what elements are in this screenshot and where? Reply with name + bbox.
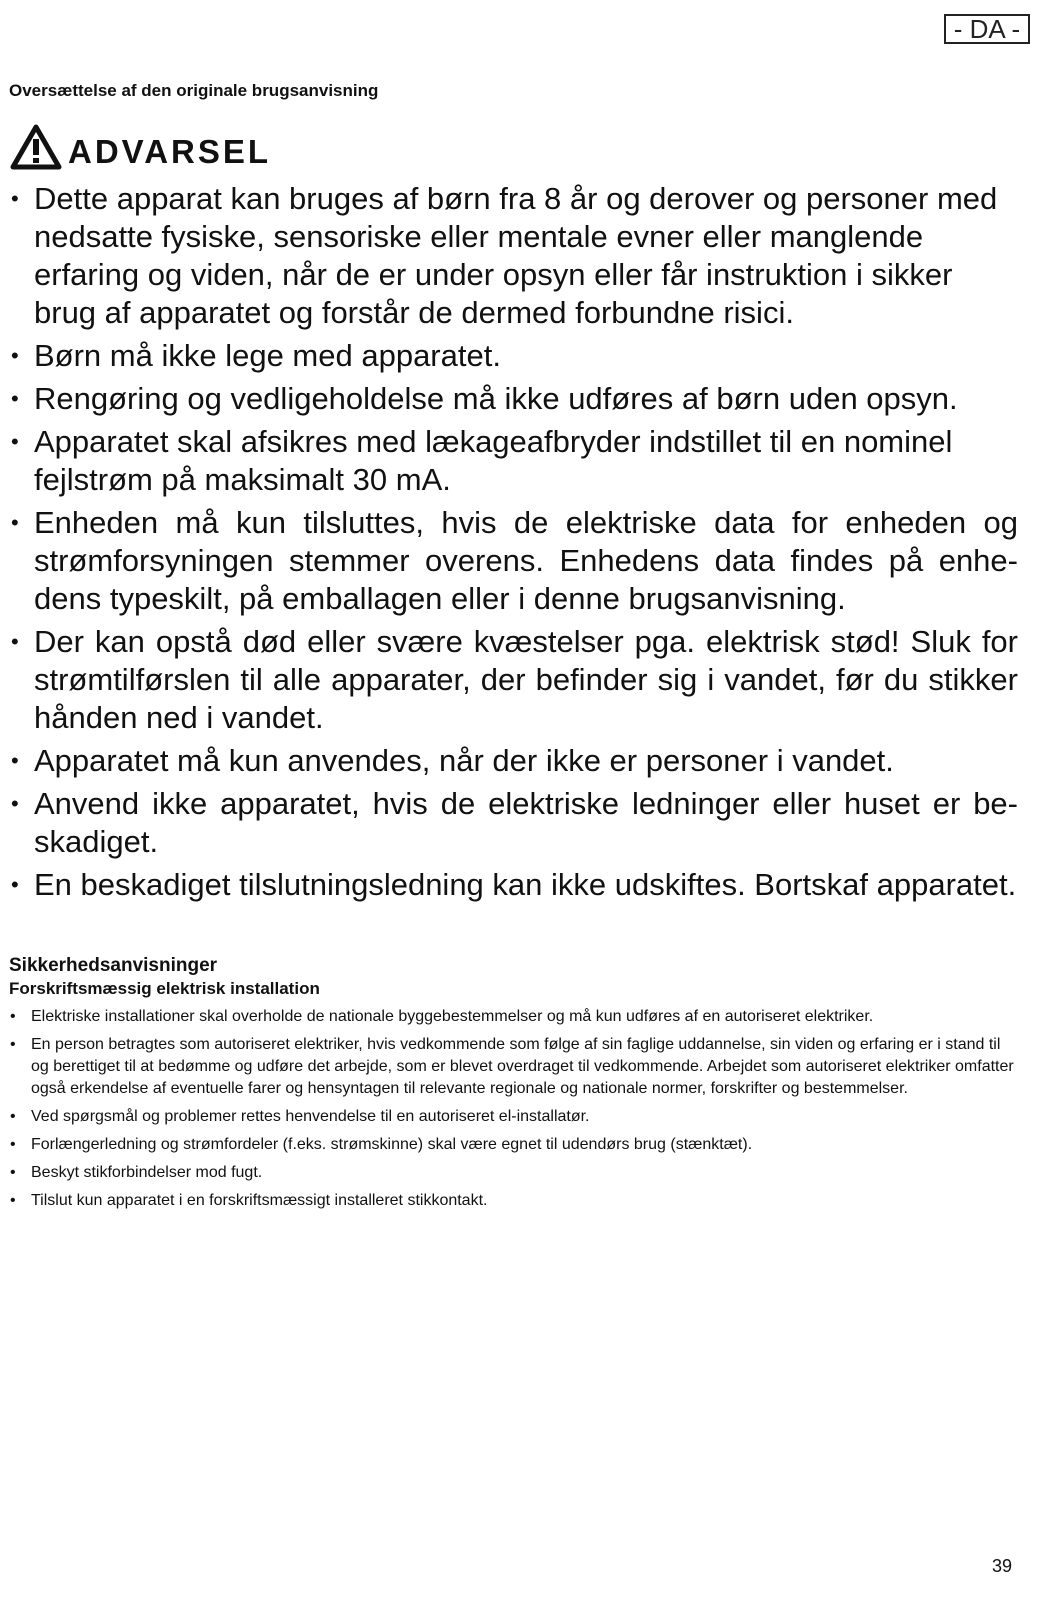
safety-title: Sikkerhedsanvisninger	[9, 955, 218, 976]
warning-item: • Rengøring og vedligeholdelse må ikke udføres af børn uden opsyn.	[11, 381, 958, 416]
warning-triangle-icon	[10, 124, 62, 170]
warning-item: • Apparatet må kun anvendes, når der ikke er personer i vandet.	[11, 743, 894, 778]
safety-item: • En person betragtes som autoriseret elektriker, hvis vedkommende som følge af sin faglige uddannelse, sin viden og erfaring er i stand til og berettiget til at bedømme og udføre det arbejde, som er blevet overdraget til vedkommende. Arbejdet som autoriseret elektriker omfatter også erkendelse af eventuelle farer og hensyntagen til relevante regionale og nationale normer, forskrifter og bestemmelser.	[10, 1036, 1014, 1097]
warning-item: • Børn må ikke lege med apparatet.	[11, 338, 501, 373]
warning-heading	[10, 124, 271, 170]
document-subtitle: Oversættelse af den originale brugsanvisning	[9, 81, 379, 100]
warning-title: ADVARSEL	[68, 133, 272, 170]
warning-list	[8, 180, 1018, 909]
language-tag: - DA -	[944, 14, 1030, 44]
warning-item: • Apparatet skal afsikres med lækageafbryder indstillet til en nominel fejlstrøm på maksimalt 30 mA.	[11, 424, 953, 497]
warning-item: • En beskadiget tilslutningsledning kan ikke udskiftes. Bortskaf apparatet.	[11, 867, 1017, 902]
safety-section	[9, 954, 1019, 1218]
safety-item: • Forlængerledning og strømfordeler (f.eks. strømskinne) skal være egnet til udendørs brug (stænktæt).	[10, 1136, 753, 1153]
safety-item: • Ved spørgsmål og problemer rettes henvendelse til en autoriseret el-installatør.	[10, 1108, 590, 1125]
warning-item: • Anvend ikke apparatet, hvis de elektriske ledninger eller huset er beskadiget.	[11, 786, 1018, 859]
safety-list	[9, 1006, 1019, 1212]
safety-item: • Elektriske installationer skal overholde de nationale byggebestemmelser og må kun udføres af en autoriseret elektriker.	[10, 1008, 874, 1025]
warning-item: • Enheden må kun tilsluttes, hvis de elektriske data for enheden og strømforsyningen stemmer overens. Enhedens data findes på enhedens typeskilt, på emballagen eller i denne brugsanvisning.	[11, 505, 1018, 616]
warning-item: • Dette apparat kan bruges af børn fra 8 år og derover og personer med nedsatte fysiske, sensoriske eller mentale evner eller manglende erfaring og viden, når de er under opsyn eller får instruktion i sikker brug af apparatet og forstår de dermed forbundne risici.	[11, 181, 998, 330]
warning-item: • Der kan opstå død eller svære kvæstelser pga. elektrisk stød! Sluk for strømtilførslen til alle apparater, der befinder sig i vandet, før du stikker hånden ned i vandet.	[11, 624, 1018, 735]
safety-item: • Tilslut kun apparatet i en forskriftsmæssigt installeret stikkontakt.	[10, 1192, 488, 1209]
safety-item: • Beskyt stikforbindelser mod fugt.	[10, 1164, 263, 1181]
safety-subtitle: Forskriftsmæssig elektrisk installation	[9, 979, 320, 998]
page-number: 39	[991, 1556, 1012, 1576]
